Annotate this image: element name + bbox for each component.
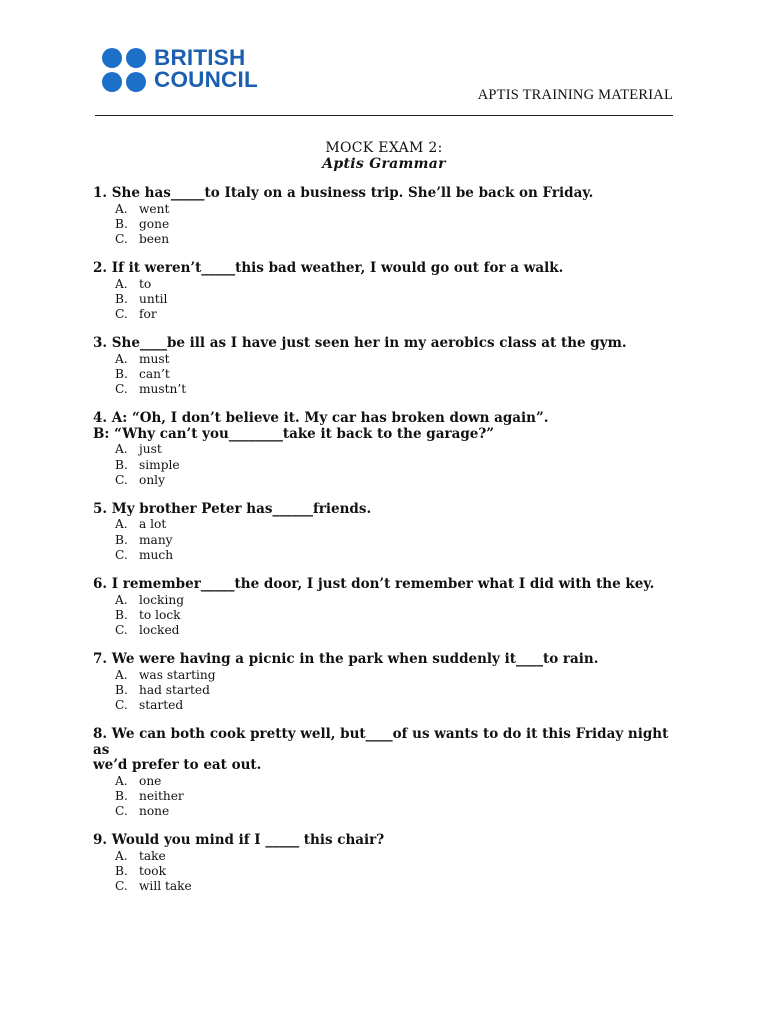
question-stem: 2. If it weren’t_____this bad weather, I would go out for a walk. <box>93 260 564 277</box>
option-letter: C. <box>115 307 128 322</box>
answer-option[interactable] <box>93 548 683 563</box>
option-text: neither <box>139 788 184 803</box>
option-letter: A. <box>115 848 128 863</box>
option-letter: C. <box>115 804 128 819</box>
question-stem: 4. A: “Oh, I don’t believe it. My car has broken down again”. <box>93 410 549 427</box>
option-letter: C. <box>115 698 128 713</box>
answer-option[interactable] <box>93 232 683 247</box>
answer-option[interactable] <box>93 367 683 382</box>
question-stem: 5. My brother Peter has______friends. <box>93 500 372 517</box>
answer-option[interactable] <box>93 382 683 397</box>
option-letter: B. <box>115 607 128 622</box>
question-4 <box>93 411 683 488</box>
question-stem-continued: B: “Why can’t you________take it back to the garage?” <box>93 425 495 442</box>
option-text: gone <box>139 216 170 231</box>
option-letter: A. <box>115 667 128 682</box>
option-letter: B. <box>115 788 128 803</box>
exam-title: MOCK EXAM 2: <box>325 140 443 156</box>
question-6 <box>93 577 683 638</box>
question-7 <box>93 652 683 713</box>
answer-option[interactable] <box>93 277 683 292</box>
answer-option[interactable] <box>93 849 683 864</box>
question-5 <box>93 502 683 563</box>
option-letter: C. <box>115 622 128 637</box>
option-text: just <box>139 442 162 457</box>
logo-wordmark <box>154 47 258 91</box>
option-text: one <box>139 773 162 788</box>
question-list <box>93 186 683 908</box>
option-text: locked <box>139 622 180 637</box>
answer-option[interactable] <box>93 307 683 322</box>
option-letter: C. <box>115 879 128 894</box>
logo-line-1: BRITISH <box>154 45 246 70</box>
option-letter: C. <box>115 472 128 487</box>
question-stem: 6. I remember_____the door, I just don’t remember what I did with the key. <box>93 576 655 593</box>
answer-option[interactable] <box>93 683 683 698</box>
option-letter: C. <box>115 231 128 246</box>
option-text: simple <box>139 457 180 472</box>
question-stem: 7. We were having a picnic in the park when suddenly it____to rain. <box>93 651 599 668</box>
option-letter: A. <box>115 201 128 216</box>
option-text: will take <box>139 879 192 894</box>
option-letter: B. <box>115 682 128 697</box>
option-letter: A. <box>115 773 128 788</box>
option-text: took <box>139 864 166 879</box>
option-text: started <box>139 698 184 713</box>
option-text: locking <box>139 592 184 607</box>
answer-option[interactable] <box>93 623 683 638</box>
answer-option[interactable] <box>93 533 683 548</box>
question-stem-continued: we’d prefer to eat out. <box>93 757 262 774</box>
answer-option[interactable] <box>93 202 683 217</box>
exam-title-block <box>0 140 768 173</box>
british-council-logo <box>102 45 272 98</box>
option-text: was starting <box>139 667 216 682</box>
option-text: to <box>139 276 152 291</box>
option-text: to lock <box>139 607 181 622</box>
logo-line-2: COUNCIL <box>154 67 258 92</box>
option-text: mustn’t <box>139 382 187 397</box>
logo-dots-icon <box>102 48 150 96</box>
question-stem: 3. She____be ill as I have just seen her in my aerobics class at the gym. <box>93 335 627 352</box>
answer-option[interactable] <box>93 698 683 713</box>
answer-option[interactable] <box>93 608 683 623</box>
question-stem: 9. Would you mind if I _____ this chair? <box>93 832 385 849</box>
option-text: none <box>139 804 170 819</box>
question-2 <box>93 261 683 322</box>
answer-option[interactable] <box>93 593 683 608</box>
option-letter: B. <box>115 532 128 547</box>
option-text: must <box>139 351 170 366</box>
answer-option[interactable] <box>93 789 683 804</box>
option-text: for <box>139 307 157 322</box>
option-letter: B. <box>115 864 128 879</box>
option-letter: B. <box>115 366 128 381</box>
question-8 <box>93 727 683 819</box>
answer-option[interactable] <box>93 774 683 789</box>
answer-option[interactable] <box>93 292 683 307</box>
answer-option[interactable] <box>93 804 683 819</box>
option-letter: A. <box>115 276 128 291</box>
option-text: much <box>139 547 174 562</box>
option-text: went <box>139 201 170 216</box>
question-stem: 8. We can both cook pretty well, but____of us wants to do it this Friday night as <box>93 726 669 758</box>
option-letter: A. <box>115 517 128 532</box>
option-text: a lot <box>139 517 167 532</box>
answer-option[interactable] <box>93 668 683 683</box>
answer-option[interactable] <box>93 352 683 367</box>
option-text: many <box>139 532 173 547</box>
option-text: can’t <box>139 366 170 381</box>
header-title: APTIS TRAINING MATERIAL <box>477 87 673 103</box>
option-text: had started <box>139 682 210 697</box>
answer-option[interactable] <box>93 517 683 532</box>
answer-option[interactable] <box>93 864 683 879</box>
option-letter: A. <box>115 592 128 607</box>
option-text: until <box>139 291 168 306</box>
question-stem: 1. She has_____to Italy on a business trip. She’ll be back on Friday. <box>93 185 594 201</box>
answer-option[interactable] <box>93 442 683 457</box>
question-1 <box>93 186 683 247</box>
option-letter: C. <box>115 547 128 562</box>
option-letter: B. <box>115 216 128 231</box>
option-letter: A. <box>115 442 128 457</box>
option-letter: C. <box>115 382 128 397</box>
question-3 <box>93 336 683 397</box>
exam-subtitle: Aptis Grammar <box>322 156 446 172</box>
option-letter: B. <box>115 291 128 306</box>
option-text: only <box>139 472 165 487</box>
option-text: been <box>139 231 170 246</box>
question-9 <box>93 833 683 894</box>
answer-option[interactable] <box>93 879 683 894</box>
answer-option[interactable] <box>93 473 683 488</box>
answer-option[interactable] <box>93 458 683 473</box>
header-divider <box>95 115 673 116</box>
option-text: take <box>139 848 166 863</box>
option-letter: B. <box>115 457 128 472</box>
answer-option[interactable] <box>93 217 683 232</box>
option-letter: A. <box>115 351 128 366</box>
